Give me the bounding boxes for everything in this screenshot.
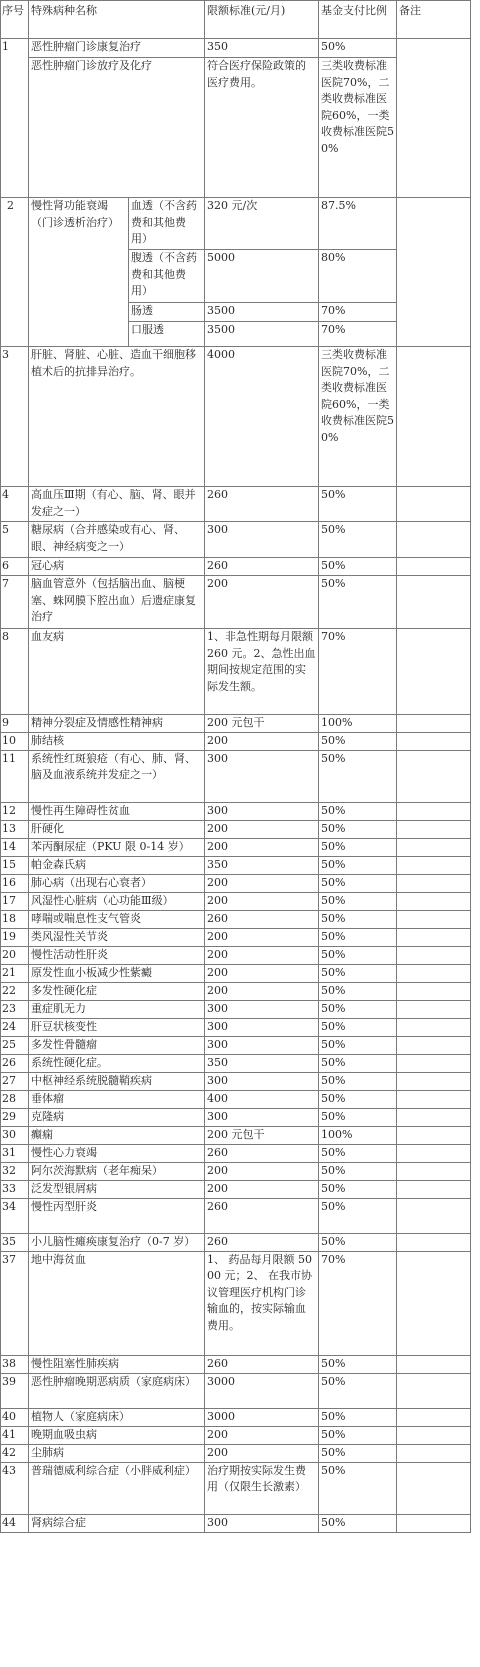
row-note <box>397 347 471 487</box>
table-row <box>1 838 471 856</box>
row-no: 30 <box>1 1126 29 1144</box>
table-row <box>1 892 471 910</box>
row-no: 6 <box>1 558 29 576</box>
row-ratio: 70% <box>319 322 397 347</box>
row-limit: 400 <box>205 1090 319 1108</box>
row-note <box>397 522 471 558</box>
row-limit: 200 <box>205 820 319 838</box>
row-ratio: 70% <box>319 303 397 322</box>
row-limit: 5000 <box>205 250 319 303</box>
row-limit: 300 <box>205 522 319 558</box>
row-no: 40 <box>1 1408 29 1426</box>
row-note <box>397 1233 471 1251</box>
table-row <box>1 946 471 964</box>
row-ratio: 50% <box>319 750 397 802</box>
row-name: 慢性丙型肝炎 <box>29 1198 205 1233</box>
table-row <box>1 629 471 715</box>
table-row <box>1 1144 471 1162</box>
table-row <box>1 1373 471 1408</box>
table-row <box>1 558 471 576</box>
row-no: 39 <box>1 1373 29 1408</box>
row-limit: 200 <box>205 838 319 856</box>
row-no: 11 <box>1 750 29 802</box>
row-limit: 200 元包干 <box>205 1126 319 1144</box>
row-name: 哮喘或喘息性支气管炎 <box>29 910 205 928</box>
table-row <box>1 964 471 982</box>
row-name: 肺结核 <box>29 733 205 751</box>
row-name: 肝豆状核变性 <box>29 1018 205 1036</box>
row-note <box>397 1408 471 1426</box>
table-row <box>1 1426 471 1444</box>
row-limit: 3000 <box>205 1408 319 1426</box>
row-ratio: 50% <box>319 964 397 982</box>
row-ratio: 50% <box>319 1355 397 1373</box>
row-note <box>397 1198 471 1233</box>
row-limit: 200 <box>205 1180 319 1198</box>
row-ratio: 50% <box>319 733 397 751</box>
row-name: 系统性红斑狼疮（有心、肺、肾、脑及血液系统并发症之一） <box>29 750 205 802</box>
row-limit: 200 <box>205 576 319 629</box>
row-note <box>397 964 471 982</box>
row-ratio: 三类收费标准医院70%，二类收费标准医院60%，一类收费标准医院50% <box>319 347 397 487</box>
row-limit: 260 <box>205 487 319 522</box>
row-no: 2 <box>1 198 29 347</box>
row-name: 慢性心力衰竭 <box>29 1144 205 1162</box>
row-name: 慢性阻塞性肺疾病 <box>29 1355 205 1373</box>
row-name: 多发性硬化症 <box>29 982 205 1000</box>
row-name: 血友病 <box>29 629 205 715</box>
row-ratio: 50% <box>319 558 397 576</box>
row-note <box>397 733 471 751</box>
row-no: 20 <box>1 946 29 964</box>
row-note <box>397 1162 471 1180</box>
row-note <box>397 1444 471 1462</box>
row-ratio: 50% <box>319 982 397 1000</box>
table-row <box>1 1072 471 1090</box>
row-note <box>397 558 471 576</box>
row-note <box>397 1355 471 1373</box>
row-name: 肾病综合症 <box>29 1514 205 1532</box>
row-name: 晚期血吸虫病 <box>29 1426 205 1444</box>
row-limit: 350 <box>205 856 319 874</box>
row-ratio: 100% <box>319 715 397 733</box>
row-note <box>397 1426 471 1444</box>
row-no: 10 <box>1 733 29 751</box>
row-note <box>397 1251 471 1355</box>
row-limit: 350 <box>205 39 319 58</box>
row-limit: 300 <box>205 750 319 802</box>
row-no: 27 <box>1 1072 29 1090</box>
row-note <box>397 1373 471 1408</box>
row-note <box>397 576 471 629</box>
row-ratio: 80% <box>319 250 397 303</box>
table-row <box>1 1018 471 1036</box>
row-ratio: 50% <box>319 1162 397 1180</box>
row-no: 14 <box>1 838 29 856</box>
row-ratio: 50% <box>319 802 397 820</box>
row-note <box>397 982 471 1000</box>
row-limit: 300 <box>205 1018 319 1036</box>
row-ratio: 50% <box>319 928 397 946</box>
row-ratio: 50% <box>319 1444 397 1462</box>
row-subname: 腹透（不含药费和其他费用） <box>129 250 205 303</box>
row-ratio: 50% <box>319 838 397 856</box>
table-row <box>1 487 471 522</box>
table-row <box>1 39 471 58</box>
row-note <box>397 910 471 928</box>
table-row <box>1 1251 471 1355</box>
row-limit: 3500 <box>205 322 319 347</box>
table-row <box>1 347 471 487</box>
table-row <box>1 1090 471 1108</box>
header-note: 备注 <box>397 1 471 39</box>
row-ratio: 50% <box>319 1408 397 1426</box>
row-limit: 300 <box>205 1000 319 1018</box>
row-note <box>397 1108 471 1126</box>
row-name: 冠心病 <box>29 558 205 576</box>
row-ratio: 50% <box>319 874 397 892</box>
table-row <box>1 802 471 820</box>
row-ratio: 50% <box>319 892 397 910</box>
row-limit: 4000 <box>205 347 319 487</box>
row-no: 16 <box>1 874 29 892</box>
table-row <box>1 1444 471 1462</box>
row-ratio: 50% <box>319 1426 397 1444</box>
row-name: 原发性血小板减少性紫癜 <box>29 964 205 982</box>
row-note <box>397 1144 471 1162</box>
row-no: 7 <box>1 576 29 629</box>
row-note <box>397 1018 471 1036</box>
row-note <box>397 1054 471 1072</box>
row-limit: 260 <box>205 1355 319 1373</box>
row-no: 4 <box>1 487 29 522</box>
row-ratio: 50% <box>319 820 397 838</box>
table-row <box>1 522 471 558</box>
row-limit: 300 <box>205 1514 319 1532</box>
row-name: 肝脏、肾脏、心脏、造血干细胞移植术后的抗排异治疗。 <box>29 347 205 487</box>
row-name: 地中海贫血 <box>29 1251 205 1355</box>
row-no: 23 <box>1 1000 29 1018</box>
row-note <box>397 1090 471 1108</box>
row-note <box>397 946 471 964</box>
row-note <box>397 750 471 802</box>
row-note <box>397 39 471 198</box>
row-ratio: 50% <box>319 1000 397 1018</box>
row-name: 肺心病（出现右心衰者） <box>29 874 205 892</box>
table-row <box>1 910 471 928</box>
row-no: 3 <box>1 347 29 487</box>
row-limit: 200 <box>205 1444 319 1462</box>
row-ratio: 50% <box>319 946 397 964</box>
row-no: 37 <box>1 1251 29 1355</box>
table-row <box>1 1036 471 1054</box>
table-row <box>1 733 471 751</box>
row-ratio: 50% <box>319 1144 397 1162</box>
row-name: 尘肺病 <box>29 1444 205 1462</box>
table-row <box>1 1198 471 1233</box>
row-limit: 200 <box>205 733 319 751</box>
row-note <box>397 1514 471 1532</box>
row-name: 小儿脑性瘫痪康复治疗（0-7 岁） <box>29 1233 205 1251</box>
table-row <box>1 1462 471 1514</box>
row-note <box>397 1462 471 1514</box>
row-note <box>397 1180 471 1198</box>
row-limit: 1、非急性期每月限额 260 元。2、急性出血期间按规定范围的实际发生额。 <box>205 629 319 715</box>
row-name: 泛发型银屑病 <box>29 1180 205 1198</box>
row-subname: 口服透 <box>129 322 205 347</box>
row-ratio: 50% <box>319 522 397 558</box>
row-name: 糖尿病（合并感染或有心、肾、眼、神经病变之一） <box>29 522 205 558</box>
row-no: 12 <box>1 802 29 820</box>
row-ratio: 三类收费标准医院70%，二类收费标准医院60%，一类收费标准医院50% <box>319 58 397 198</box>
row-ratio: 87.5% <box>319 198 397 250</box>
row-no: 43 <box>1 1462 29 1514</box>
row-name: 类风湿性关节炎 <box>29 928 205 946</box>
row-note <box>397 487 471 522</box>
row-limit: 300 <box>205 1072 319 1090</box>
header-ratio: 基金支付比例 <box>319 1 397 39</box>
table-row <box>1 982 471 1000</box>
row-no: 32 <box>1 1162 29 1180</box>
row-no: 24 <box>1 1018 29 1036</box>
table-row <box>1 1000 471 1018</box>
row-limit: 260 <box>205 558 319 576</box>
row-note <box>397 820 471 838</box>
row-name: 阿尔茨海默病（老年痴呆） <box>29 1162 205 1180</box>
row-name: 慢性活动性肝炎 <box>29 946 205 964</box>
header-limit: 限额标准(元/月) <box>205 1 319 39</box>
row-limit: 260 <box>205 1144 319 1162</box>
row-no: 44 <box>1 1514 29 1532</box>
row-limit: 200 <box>205 874 319 892</box>
row-ratio: 50% <box>319 1198 397 1233</box>
row-name: 苯丙酮尿症（PKU 限 0-14 岁） <box>29 838 205 856</box>
table-row <box>1 1355 471 1373</box>
row-no: 28 <box>1 1090 29 1108</box>
header-row <box>1 1 471 39</box>
row-note <box>397 838 471 856</box>
row-limit: 260 <box>205 910 319 928</box>
table-row <box>1 1108 471 1126</box>
row-ratio: 50% <box>319 1373 397 1408</box>
row-note <box>397 1000 471 1018</box>
row-note <box>397 629 471 715</box>
row-name: 植物人（家庭病床） <box>29 1408 205 1426</box>
row-no: 15 <box>1 856 29 874</box>
row-note <box>397 892 471 910</box>
row-no: 8 <box>1 629 29 715</box>
row-no: 33 <box>1 1180 29 1198</box>
row-no: 38 <box>1 1355 29 1373</box>
row-no: 41 <box>1 1426 29 1444</box>
row-ratio: 50% <box>319 910 397 928</box>
row-ratio: 50% <box>319 1054 397 1072</box>
table-row <box>1 1408 471 1426</box>
row-name: 重症肌无力 <box>29 1000 205 1018</box>
row-ratio: 50% <box>319 576 397 629</box>
row-name: 垂体瘤 <box>29 1090 205 1108</box>
row-no: 31 <box>1 1144 29 1162</box>
table-row <box>1 928 471 946</box>
row-no: 34 <box>1 1198 29 1233</box>
row-ratio: 70% <box>319 629 397 715</box>
table-row <box>1 1126 471 1144</box>
row-no: 1 <box>1 39 29 198</box>
row-name: 肝硬化 <box>29 820 205 838</box>
row-limit: 200 <box>205 946 319 964</box>
row-limit: 200 <box>205 1426 319 1444</box>
row-ratio: 50% <box>319 1090 397 1108</box>
row-ratio: 50% <box>319 1036 397 1054</box>
row-limit: 300 <box>205 1036 319 1054</box>
row-note <box>397 802 471 820</box>
row-no: 5 <box>1 522 29 558</box>
row-name: 慢性再生障碍性贫血 <box>29 802 205 820</box>
row-note <box>397 1036 471 1054</box>
row-limit: 200 <box>205 964 319 982</box>
row-limit: 260 <box>205 1233 319 1251</box>
row-ratio: 50% <box>319 1072 397 1090</box>
row-limit: 符合医疗保险政策的医疗费用。 <box>205 58 319 198</box>
table-row <box>1 198 471 250</box>
row-no: 17 <box>1 892 29 910</box>
table-row <box>1 1054 471 1072</box>
row-limit: 200 <box>205 1162 319 1180</box>
row-limit: 治疗期按实际发生费用（仅限生长激素） <box>205 1462 319 1514</box>
row-name: 高血压Ⅲ期（有心、脑、肾、眼并发症之一） <box>29 487 205 522</box>
row-note <box>397 928 471 946</box>
row-limit: 200 <box>205 892 319 910</box>
table-row <box>1 1514 471 1532</box>
row-note <box>397 715 471 733</box>
table-row <box>1 576 471 629</box>
row-limit: 1、 药品每月限额 5000 元；2、 在我市协议管理医疗机构门诊输血的，按实际输血费用。 <box>205 1251 319 1355</box>
row-limit: 200 <box>205 982 319 1000</box>
row-no: 42 <box>1 1444 29 1462</box>
row-note <box>397 1072 471 1090</box>
row-no: 18 <box>1 910 29 928</box>
row-subname: 血透（不含药费和其他费用） <box>129 198 205 250</box>
table-row <box>1 820 471 838</box>
table-row <box>1 874 471 892</box>
row-note <box>397 856 471 874</box>
row-name: 克隆病 <box>29 1108 205 1126</box>
row-name: 恶性肿瘤晚期恶病质（家庭病床） <box>29 1373 205 1408</box>
row-note <box>397 198 471 347</box>
row-ratio: 100% <box>319 1126 397 1144</box>
row-limit: 300 <box>205 802 319 820</box>
row-no: 35 <box>1 1233 29 1251</box>
row-ratio: 50% <box>319 1462 397 1514</box>
row-ratio: 50% <box>319 1233 397 1251</box>
row-name: 恶性肿瘤门诊放疗及化疗 <box>29 58 205 198</box>
row-name: 普瑞德威利综合症（小胖威利症） <box>29 1462 205 1514</box>
row-limit: 300 <box>205 1108 319 1126</box>
table-row <box>1 1162 471 1180</box>
row-no: 13 <box>1 820 29 838</box>
row-ratio: 50% <box>319 39 397 58</box>
row-no: 22 <box>1 982 29 1000</box>
row-limit: 260 <box>205 1198 319 1233</box>
row-limit: 320 元/次 <box>205 198 319 250</box>
row-limit: 350 <box>205 1054 319 1072</box>
row-ratio: 50% <box>319 487 397 522</box>
table-row <box>1 715 471 733</box>
row-no: 25 <box>1 1036 29 1054</box>
row-no: 19 <box>1 928 29 946</box>
row-name: 癫痫 <box>29 1126 205 1144</box>
row-name: 多发性骨髓瘤 <box>29 1036 205 1054</box>
row-ratio: 50% <box>319 856 397 874</box>
row-ratio: 50% <box>319 1108 397 1126</box>
row-limit: 3000 <box>205 1373 319 1408</box>
header-no: 序号 <box>1 1 29 39</box>
row-name: 帕金森氏病 <box>29 856 205 874</box>
row-limit: 200 <box>205 928 319 946</box>
row-name: 恶性肿瘤门诊康复治疗 <box>29 39 205 58</box>
row-name: 风湿性心脏病（心功能Ⅲ级） <box>29 892 205 910</box>
row-limit: 3500 <box>205 303 319 322</box>
row-note <box>397 874 471 892</box>
row-name: 系统性硬化症。 <box>29 1054 205 1072</box>
row-no: 9 <box>1 715 29 733</box>
row-name: 脑血管意外（包括脑出血、脑梗塞、蛛网膜下腔出血）后遗症康复治疗 <box>29 576 205 629</box>
row-name: 中枢神经系统脱髓鞘疾病 <box>29 1072 205 1090</box>
header-name: 特殊病种名称 <box>29 1 205 39</box>
row-no: 21 <box>1 964 29 982</box>
row-subname: 肠透 <box>129 303 205 322</box>
row-name: 慢性肾功能衰竭（门诊透析治疗） <box>29 198 129 347</box>
table-row <box>1 1233 471 1251</box>
row-limit: 200 元包干 <box>205 715 319 733</box>
row-ratio: 50% <box>319 1514 397 1532</box>
row-no: 29 <box>1 1108 29 1126</box>
row-no: 26 <box>1 1054 29 1072</box>
table-row <box>1 856 471 874</box>
table-row <box>1 1180 471 1198</box>
row-ratio: 50% <box>319 1018 397 1036</box>
row-name: 精神分裂症及情感性精神病 <box>29 715 205 733</box>
row-ratio: 70% <box>319 1251 397 1355</box>
row-ratio: 50% <box>319 1180 397 1198</box>
row-note <box>397 1126 471 1144</box>
table-row <box>1 750 471 802</box>
